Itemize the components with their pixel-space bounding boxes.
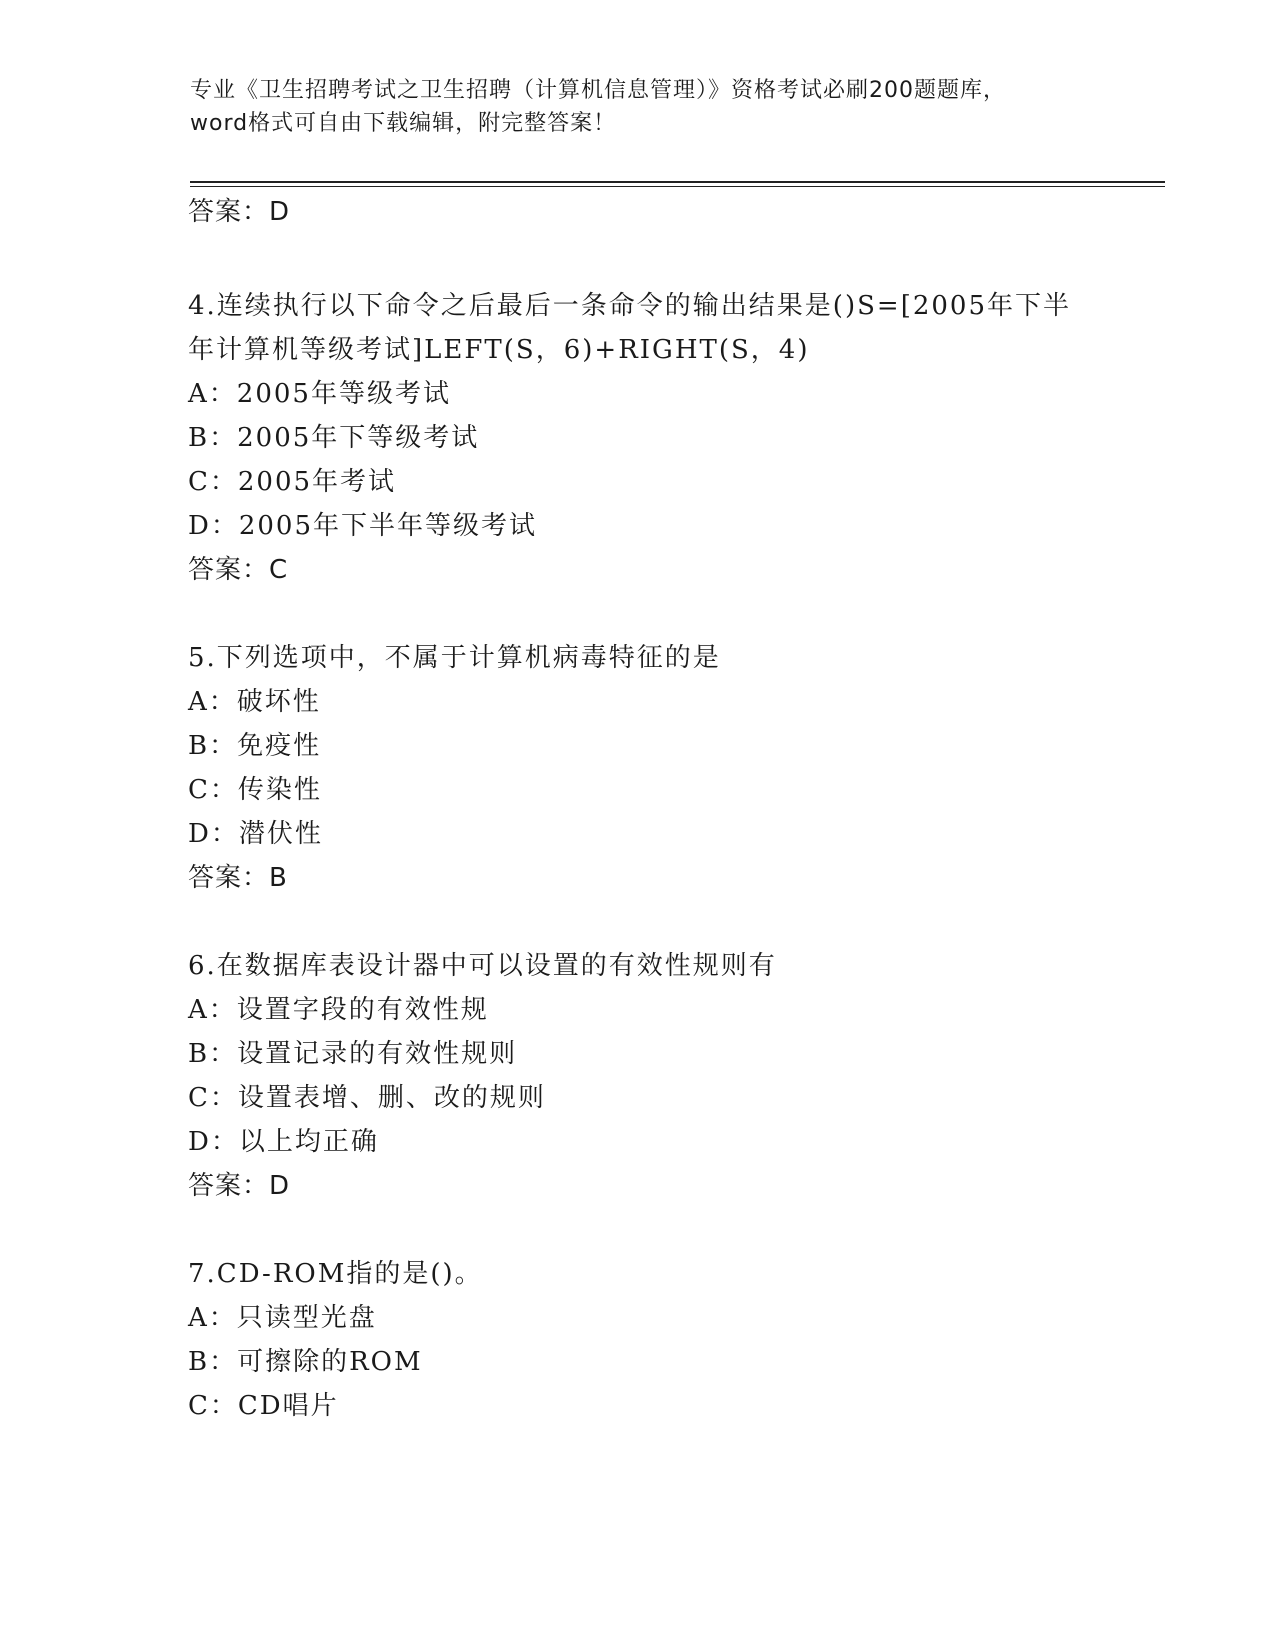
question-5-stem: 5.下列选项中，不属于计算机病毒特征的是 [188, 643, 721, 673]
question-4-stem-line-1: 4.连续执行以下命令之后最后一条命令的输出结果是()S=[2005年下半 [188, 291, 1072, 321]
question-6-option-b: B：设置记录的有效性规则 [188, 1039, 518, 1069]
question-4-option-b: B：2005年下等级考试 [188, 423, 480, 453]
question-5-option-b: B：免疫性 [188, 731, 322, 761]
header-title-line-2: word格式可自由下载编辑，附完整答案！ [190, 111, 617, 136]
question-6-option-a: A：设置字段的有效性规 [188, 995, 489, 1025]
question-4-option-a: A：2005年等级考试 [188, 379, 451, 409]
question-5-answer: 答案：B [188, 863, 288, 893]
question-4-stem-line-2: 年计算机等级考试]LEFT(S，6)+RIGHT(S，4) [188, 335, 810, 365]
question-7-stem: 7.CD-ROM指的是()。 [188, 1259, 483, 1289]
question-5-option-a: A：破坏性 [188, 687, 321, 717]
question-7-option-c: C：CD唱片 [188, 1391, 339, 1421]
question-5-option-d: D：潜伏性 [188, 819, 323, 849]
question-6-option-c: C：设置表增、删、改的规则 [188, 1083, 546, 1113]
header-title-line-1: 专业《卫生招聘考试之卫生招聘（计算机信息管理）》资格考试必刷200题题库， [190, 78, 1006, 103]
question-6-option-d: D：以上均正确 [188, 1127, 379, 1157]
question-4-option-d: D：2005年下半年等级考试 [188, 511, 538, 541]
question-6-answer: 答案：D [188, 1171, 291, 1201]
question-4-answer: 答案：C [188, 555, 289, 585]
question-5-option-c: C：传染性 [188, 775, 322, 805]
question-7-option-b: B：可擦除的ROM [188, 1347, 423, 1377]
document-header [190, 74, 1090, 140]
question-4-option-c: C：2005年考试 [188, 467, 397, 497]
question-3-answer: 答案：D [188, 197, 291, 227]
header-divider-thick [190, 181, 1165, 183]
header-divider-thin [190, 186, 1165, 187]
question-6-stem: 6.在数据库表设计器中可以设置的有效性规则有 [188, 951, 777, 981]
question-7-option-a: A：只读型光盘 [188, 1303, 377, 1333]
